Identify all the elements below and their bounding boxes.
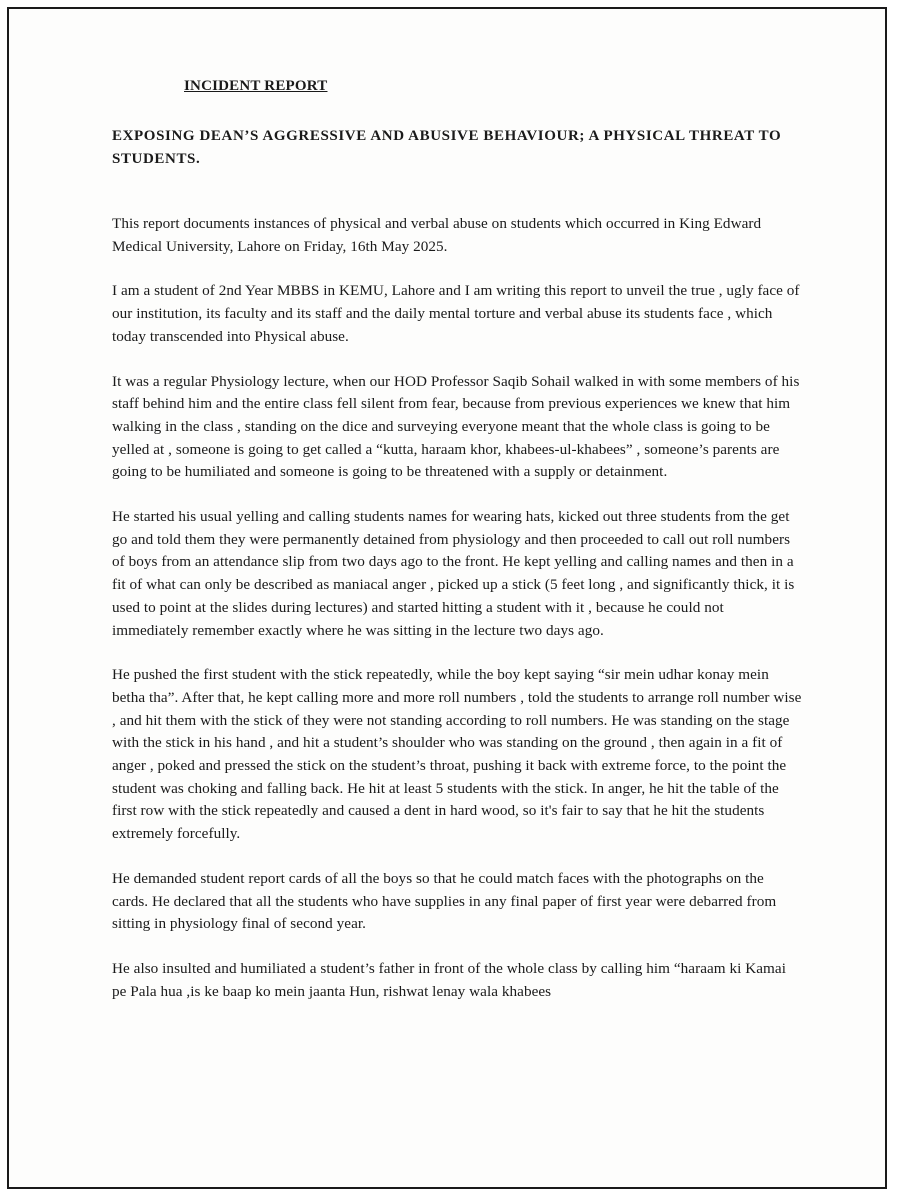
paragraph-stick: He pushed the first student with the stick repeatedly, while the boy kept saying “sir mein udhar konay mein betha tha”. After that, he kept calling more and more roll numbers , told the students to arrange roll number wise , and hit them with the stick of they were not standing according to roll numbers. He was standing on the stage with the stick in his hand , and hit a student’s shoulder who was standing on the ground , then again in a fit of anger , poked and pressed the stick on the student’s throat, pushing it back with extreme force, to the point the student was choking and falling back. He hit at least 5 students with the stick. In anger, he hit the table of the first row with the stick repeatedly and caused a dent in hard wood, so it's fair to say that he hit the students extremely forcefully. [112,666,802,843]
report-page [112,76,802,1003]
paragraph-yelling: He started his usual yelling and calling students names for wearing hats, kicked out three students from the get go and told them they were permanently detained from physiology and then proceeded to call out roll numbers of boys from an attendance slip from two days ago to the front. He kept yelling and calling names and then in a fit of what can only be described as maniacal anger , picked up a stick (5 feet long , and significantly thick, it is used to point at the slides during lectures) and started hitting a student with it , because he could not immediately remember exactly where he was sitting in the lecture two days ago. [112,508,795,639]
paragraph-insult: He also insulted and humiliated a student’s father in front of the whole class by calling him “haraam ki Kamai pe Pala hua ,is ke baap ko mein jaanta Hun, rishwat lenay wala khabees [112,959,786,1000]
report-subtitle: EXPOSING DEAN’S AGGRESSIVE AND ABUSIVE BEHAVIOUR; A PHYSICAL THREAT TO STUDENTS. [112,128,782,167]
paragraph-author: I am a student of 2nd Year MBBS in KEMU, Lahore and I am writing this report to unveil the true , ugly face of our institution, its faculty and its staff and the daily mental torture and verbal abuse its students face , which today transcended into Physical abuse. [112,282,800,345]
paragraph-report-cards: He demanded student report cards of all the boys so that he could match faces with the photographs on the cards. He declared that all the students who have supplies in any final paper of first year were debarred from sitting in physiology final of second year. [112,869,777,933]
report-title: INCIDENT REPORT [184,78,328,94]
paragraph-lecture: It was a regular Physiology lecture, when our HOD Professor Saqib Sohail walked in with some members of his staff behind him and the entire class fell silent from fear, because from previous experiences we knew that him walking in the class , standing on the dice and surveying everyone meant that the whole class is going to be yelled at , someone is going to get called a “kutta, haraam khor, khabees-ul-khabees” , someone’s parents are going to be humiliated and someone is going to be threatened with a supply or detainment. [112,372,800,481]
paragraph-intro: This report documents instances of physical and verbal abuse on students which occurred in King Edward Medical University, Lahore on Friday, 16th May 2025. [112,215,762,255]
